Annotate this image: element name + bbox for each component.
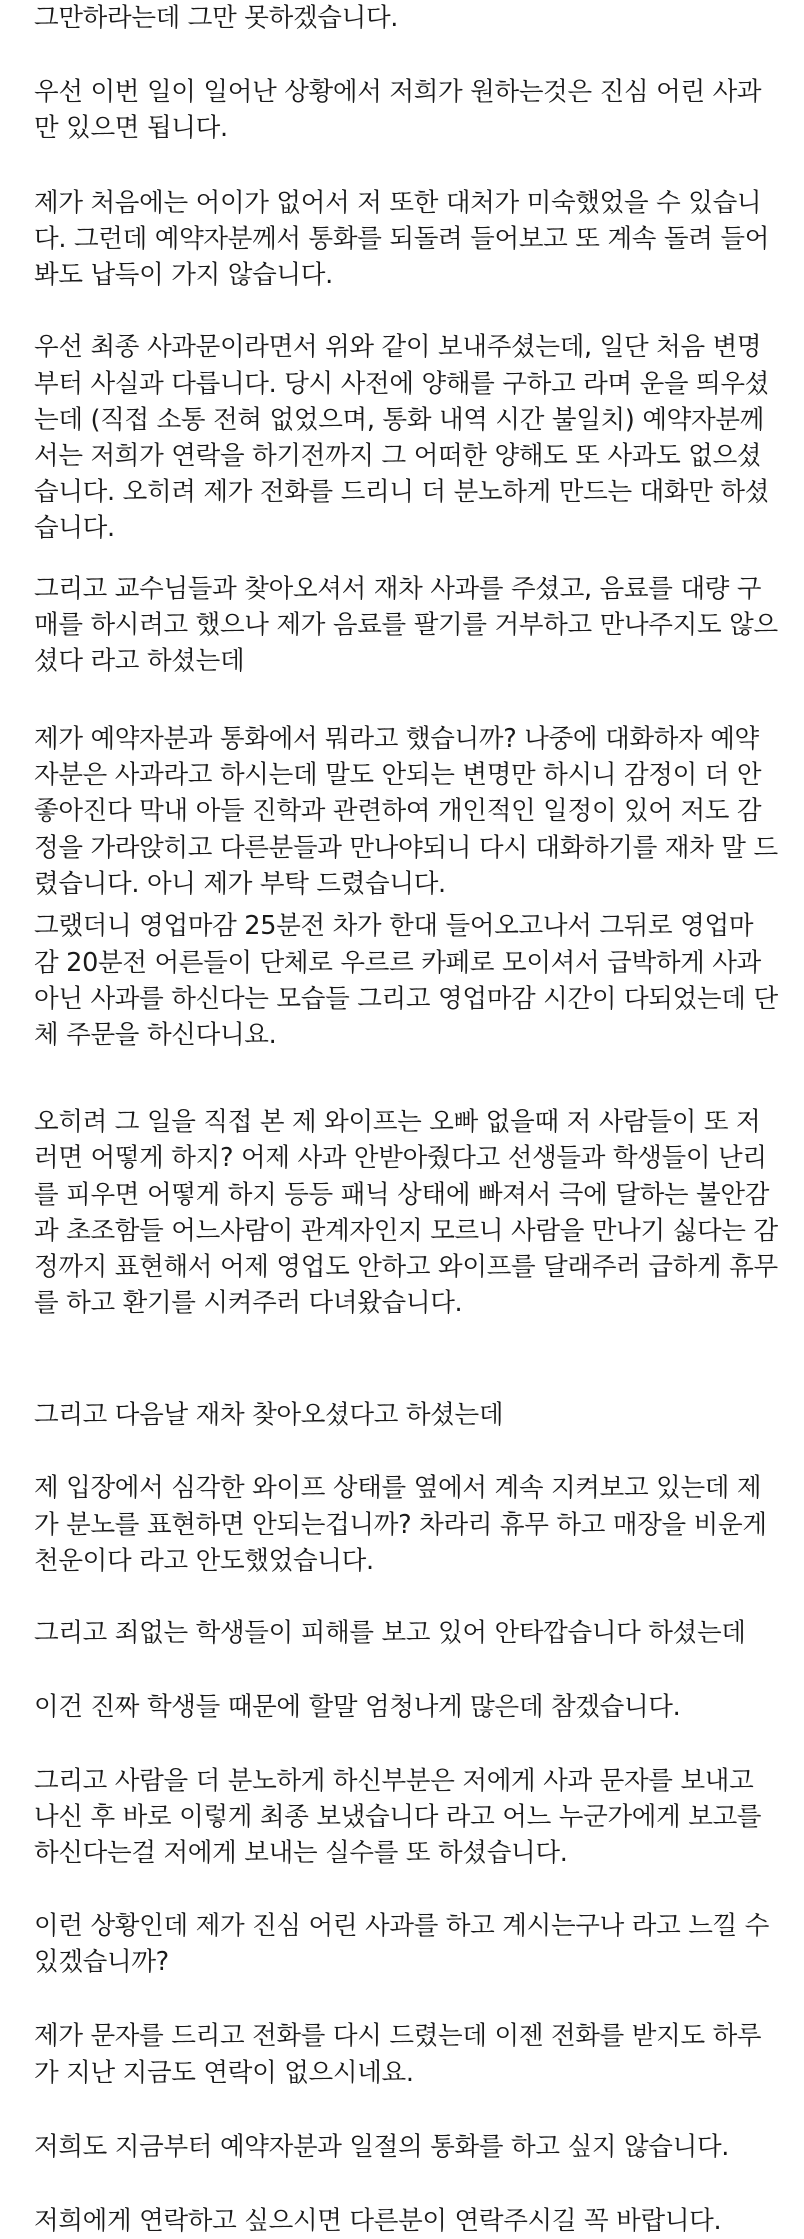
- paragraph-11: [34, 1615, 746, 1651]
- text-line: 그리고 죄없는 학생들이 피해를 보고 있어 안타깝습니다 하셨는데: [34, 1618, 746, 1649]
- text-line: 그리고 교수님들과 찾아오셔서 재차 사과를 주셨고, 음료를 대량 구: [34, 573, 762, 604]
- paragraph-9: [34, 1397, 503, 1433]
- text-line: 제가 처음에는 어이가 없어서 저 또한 대처가 미숙했었을 수 있습니: [34, 187, 762, 218]
- text-line: 제가 예약자분과 통화에서 뭐라고 했습니까? 나중에 대화하자 예약: [34, 724, 759, 755]
- text-line: 과 초조함들 어느사람이 관계자인지 모르니 사람을 만나기 싫다는 감: [34, 1215, 778, 1246]
- paragraph-13: [34, 1763, 761, 1872]
- text-line: 렸습니다. 아니 제가 부탁 드렸습니다.: [34, 868, 446, 899]
- text-line: 봐도 납득이 가지 않습니다.: [34, 259, 333, 290]
- text-line: 우선 최종 사과문이라면서 위와 같이 보내주셨는데, 일단 처음 변명: [34, 332, 762, 363]
- text-line: 우선 이번 일이 일어난 상황에서 저희가 원하는것은 진심 어린 사과: [34, 76, 762, 107]
- text-line: 이런 상황인데 제가 진심 어린 사과를 하고 계시는구나 라고 느낄 수: [34, 1910, 770, 1941]
- text-line: 제 입장에서 심각한 와이프 상태를 옆에서 계속 지켜보고 있는데 제: [34, 1473, 762, 1504]
- text-line: 그리고 사람을 더 분노하게 하신부분은 저에게 사과 문자를 보내고: [34, 1765, 754, 1796]
- text-line: 저희에게 연락하고 싶으시면 다른분이 연락주시길 꼭 바랍니다.: [34, 2205, 722, 2236]
- text-line: 만 있으면 됩니다.: [34, 113, 228, 143]
- paragraph-3: [34, 185, 769, 294]
- text-line: 자분은 사과라고 하시는데 말도 안되는 변명만 하시니 감정이 더 안: [34, 760, 762, 791]
- text-line: 제가 문자를 드리고 전화를 다시 드렸는데 이젠 전화를 받지도 하루: [34, 2021, 762, 2052]
- text-line: 그리고 다음날 재차 찾아오셨다고 하셨는데: [34, 1399, 504, 1430]
- paragraph-2: [34, 74, 761, 146]
- paragraph-12: [34, 1689, 680, 1725]
- paragraph-6: [34, 721, 778, 902]
- text-line: 하신다는걸 저에게 보내는 실수를 또 하셨습니다.: [34, 1838, 568, 1869]
- paragraph-15: [34, 2018, 761, 2090]
- text-line: 매를 하시려고 했으나 제가 음료를 팔기를 거부하고 만나주지도 않으: [34, 609, 778, 640]
- text-line: 셨다 라고 하셨는데: [34, 646, 245, 676]
- text-line: 그랬더니 영업마감 25분전 차가 한대 들어오고나서 그뒤로 영업마: [34, 911, 754, 942]
- text-line: 가 지난 지금도 연락이 없으시네요.: [34, 2057, 414, 2088]
- text-line: 부터 사실과 다릅니다. 당시 사전에 양해를 구하고 라며 운을 띄우셨: [34, 368, 770, 399]
- paragraph-1: [34, 0, 398, 36]
- paragraph-16: [34, 2129, 729, 2165]
- text-line: 습니다.: [34, 513, 115, 544]
- text-line: 가 분노를 표현하면 안되는겁니까? 차라리 휴무 하고 매장을 비운게: [34, 1509, 767, 1540]
- paragraph-4: [34, 329, 769, 546]
- text-line: 아닌 사과를 하신다는 모습들 그리고 영업마감 시간이 다되었는데 단: [34, 983, 778, 1014]
- text-line: 는데 (직접 소통 전혀 없었으며, 통화 내역 시간 불일치) 예약자분께: [34, 404, 765, 435]
- text-line: 나신 후 바로 이렇게 최종 보냈습니다 라고 어느 누군가에게 보고를: [34, 1802, 762, 1833]
- text-line: 를 하고 환기를 시켜주러 다녀왔습니다.: [34, 1288, 463, 1319]
- text-line: 체 주문을 하신다니요.: [34, 1020, 277, 1051]
- text-line: 다. 그런데 예약자분께서 통화를 되돌려 들어보고 또 계속 돌려 들어: [34, 223, 770, 254]
- text-line: 있겠습니까?: [34, 1946, 169, 1977]
- text-line: 그만하라는데 그만 못하겠습니다.: [34, 3, 399, 33]
- text-line: 저희도 지금부터 예약자분과 일절의 통화를 하고 싶지 않습니다.: [34, 2132, 730, 2163]
- text-line: 를 피우면 어떻게 하지 등등 패닉 상태에 빠져서 극에 달하는 불안감: [34, 1179, 770, 1210]
- paragraph-8: [34, 1104, 778, 1321]
- paragraph-14: [34, 1908, 769, 1980]
- text-line: 정을 가라앉히고 다른분들과 만나야되니 다시 대화하기를 재차 말 드: [34, 832, 778, 863]
- paragraph-17: [34, 2203, 721, 2239]
- text-line: 이건 진짜 학생들 때문에 할말 엄청나게 많은데 참겠습니다.: [34, 1692, 681, 1723]
- text-line: 오히려 그 일을 직접 본 제 와이프는 오빠 없을때 저 사람들이 또 저: [34, 1107, 761, 1138]
- text-line: 습니다. 오히려 제가 전화를 드리니 더 분노하게 만드는 대화만 하셨: [34, 477, 770, 508]
- text-line: 정까지 표현해서 어제 영업도 안하고 와이프를 달래주러 급하게 휴무: [34, 1252, 778, 1283]
- text-line: 천운이다 라고 안도했었습니다.: [34, 1545, 374, 1576]
- paragraph-5: [34, 571, 778, 680]
- paragraph-7: [34, 908, 778, 1053]
- text-line: 서는 저희가 연락을 하기전까지 그 어떠한 양해도 또 사과도 없으셨: [34, 440, 762, 471]
- text-line: 좋아진다 막내 아들 진학과 관련하여 개인적인 일정이 있어 저도 감: [34, 796, 762, 827]
- text-line: 러면 어떻게 하지? 어제 사과 안받아줬다고 선생들과 학생들이 난리: [34, 1143, 767, 1174]
- paragraph-10: [34, 1470, 767, 1579]
- text-line: 감 20분전 어른들이 단체로 우르르 카페로 모이셔서 급박하게 사과: [34, 947, 761, 978]
